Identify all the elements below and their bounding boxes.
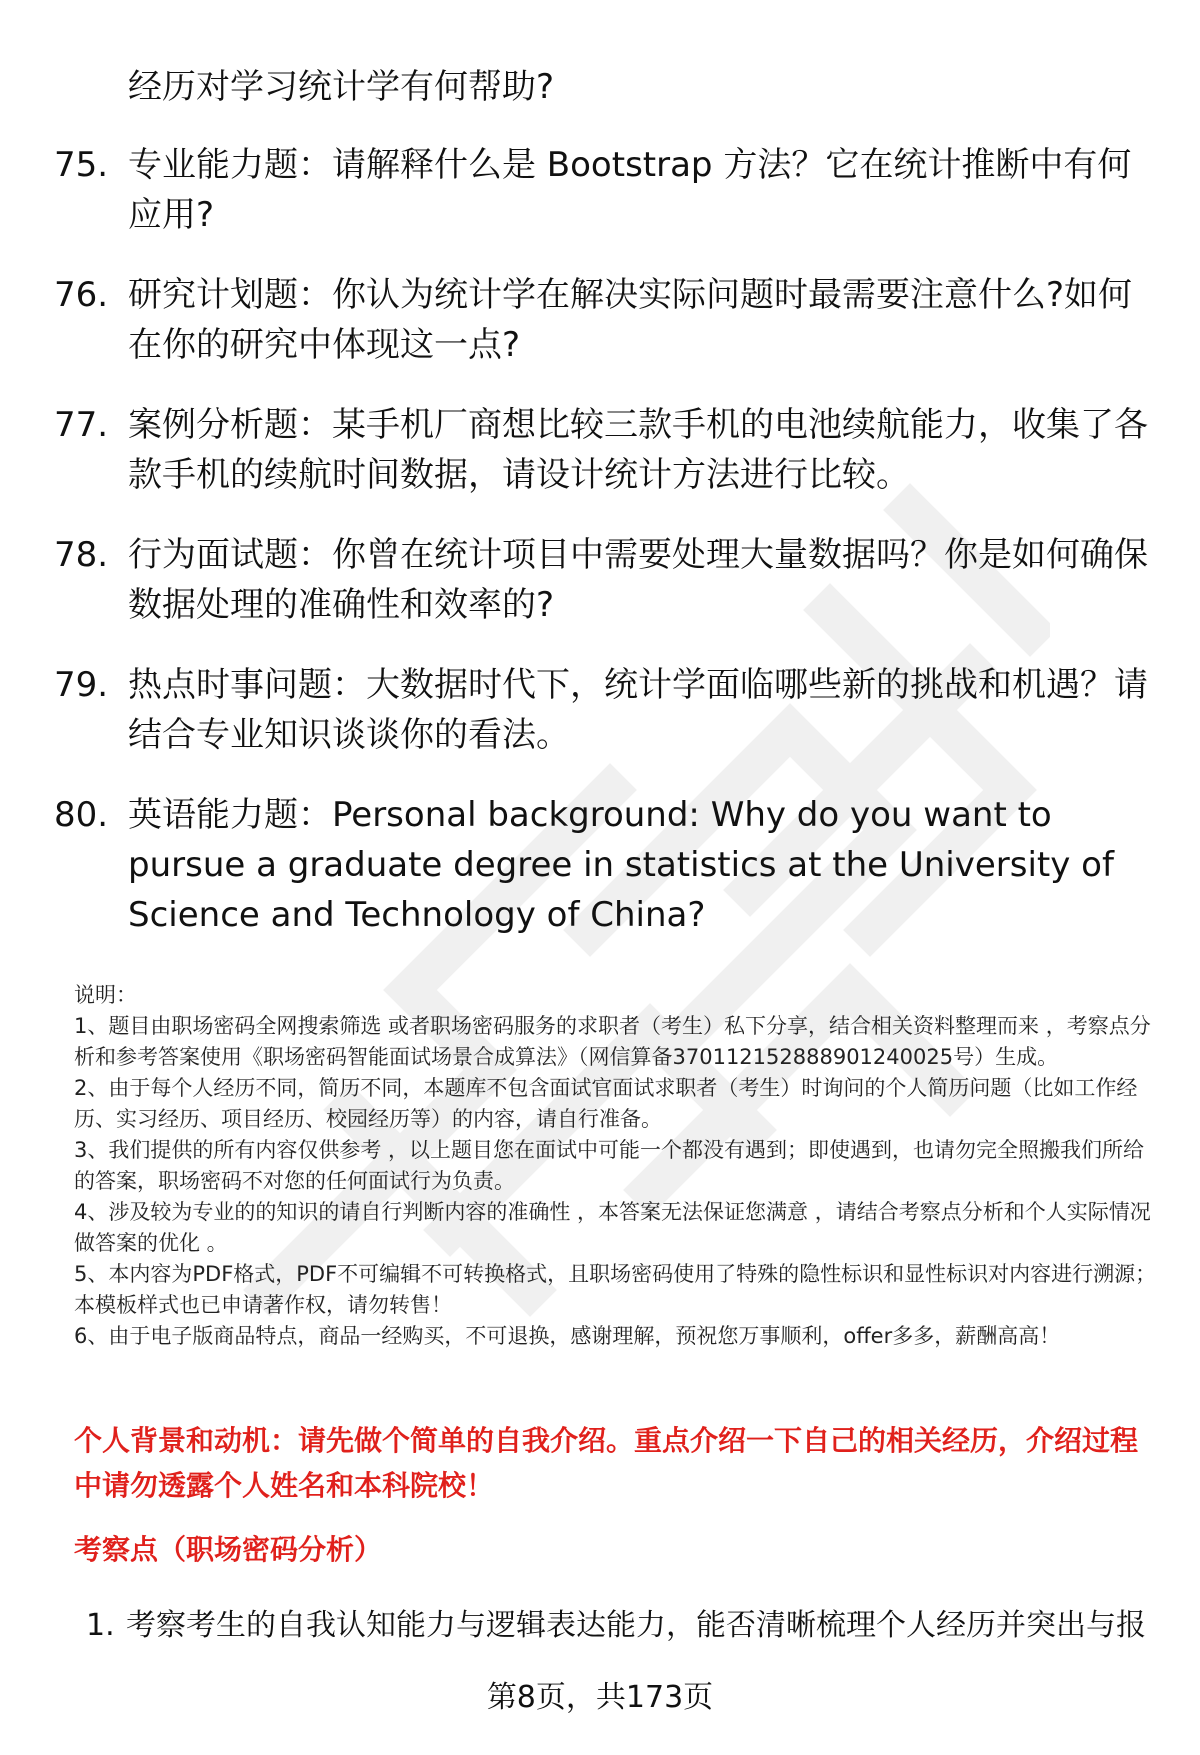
note-item: 6、由于电子版商品特点，商品一经购买，不可退换，感谢理解，预祝您万事顺利，offer多多，薪酬高高！ — [74, 1324, 1061, 1348]
question-item — [54, 140, 1154, 240]
note-item: 4、涉及较为专业的的知识的请自行判断内容的准确性 ，本答案无法保证您满意 ，请结合考察点分析和个人实际情况做答案的优化 。 — [74, 1200, 1151, 1255]
question-item — [54, 790, 1154, 940]
note-item: 5、本内容为PDF格式，PDF不可编辑不可转换格式，且职场密码使用了特殊的隐性标识和显性标识对内容进行溯源；本模板样式也已申请著作权，请勿转售！ — [74, 1262, 1157, 1317]
question-number: 76. — [54, 275, 109, 315]
question-number: 79. — [54, 665, 109, 705]
question-number: 80. — [54, 795, 109, 835]
question-number: 78. — [54, 535, 109, 575]
question-item — [54, 270, 1154, 370]
question-item — [54, 400, 1154, 500]
question-text: 英语能力题：Personal background: Why do you want to pursue a graduate degree in statistics at the University of Science and Technology of China? — [128, 795, 1114, 935]
notes-section — [74, 980, 1164, 1352]
page-footer: 第8页，共173页 — [486, 1680, 714, 1715]
analysis-point-text: 考察考生的自我认知能力与逻辑表达能力，能否清晰梳理个人经历并突出与报 — [126, 1608, 1146, 1643]
question-text: 热点时事问题：大数据时代下，统计学面临哪些新的挑战和机遇？请结合专业知识谈谈你的看法。 — [128, 665, 1148, 755]
question-text: 案例分析题：某手机厂商想比较三款手机的电池续航能力，收集了各款手机的续航时间数据，请设计统计方法进行比较。 — [128, 405, 1148, 495]
question-item — [54, 660, 1154, 760]
highlight-question: 个人背景和动机：请先做个简单的自我介绍。重点介绍一下自己的相关经历，介绍过程中请勿透露个人姓名和本科院校！ — [74, 1424, 1139, 1502]
question-list — [54, 140, 1154, 970]
notes-heading: 说明： — [74, 983, 137, 1007]
question-item — [54, 530, 1154, 630]
analysis-subheading: 考察点（职场密码分析） — [74, 1533, 383, 1566]
question-text: 研究计划题：你认为统计学在解决实际问题时最需要注意什么?如何在你的研究中体现这一点? — [128, 275, 1133, 365]
question-text: 行为面试题：你曾在统计项目中需要处理大量数据吗？你是如何确保数据处理的准确性和效率的? — [128, 535, 1148, 625]
note-item: 1、题目由职场密码全网搜索筛选 或者职场密码服务的求职者（考生）私下分享，结合相关资料整理而来 ，考察点分析和参考答案使用《职场密码智能面试场景合成算法》（网信算备370112152888901240025号）生成。 — [74, 1014, 1151, 1069]
analysis-point — [86, 1603, 1166, 1648]
note-item: 2、由于每个人经历不同，简历不同，本题库不包含面试官面试求职者（考生）时询问的个人简历问题（比如工作经历、实习经历、项目经历、校园经历等）的内容，请自行准备。 — [74, 1076, 1138, 1131]
question-number: 77. — [54, 405, 109, 445]
question-number: 75. — [54, 145, 109, 185]
analysis-point-number: 1. — [86, 1608, 115, 1643]
note-item: 3、我们提供的所有内容仅供参考 ，以上题目您在面试中可能一个都没有遇到；即使遇到，也请勿完全照搬我们所给的答案，职场密码不对您的任何面试行为负责。 — [74, 1138, 1145, 1193]
question-text: 专业能力题：请解释什么是 Bootstrap 方法？它在统计推断中有何应用? — [128, 145, 1132, 235]
question-74-continuation: 经历对学习统计学有何帮助? — [128, 67, 555, 107]
